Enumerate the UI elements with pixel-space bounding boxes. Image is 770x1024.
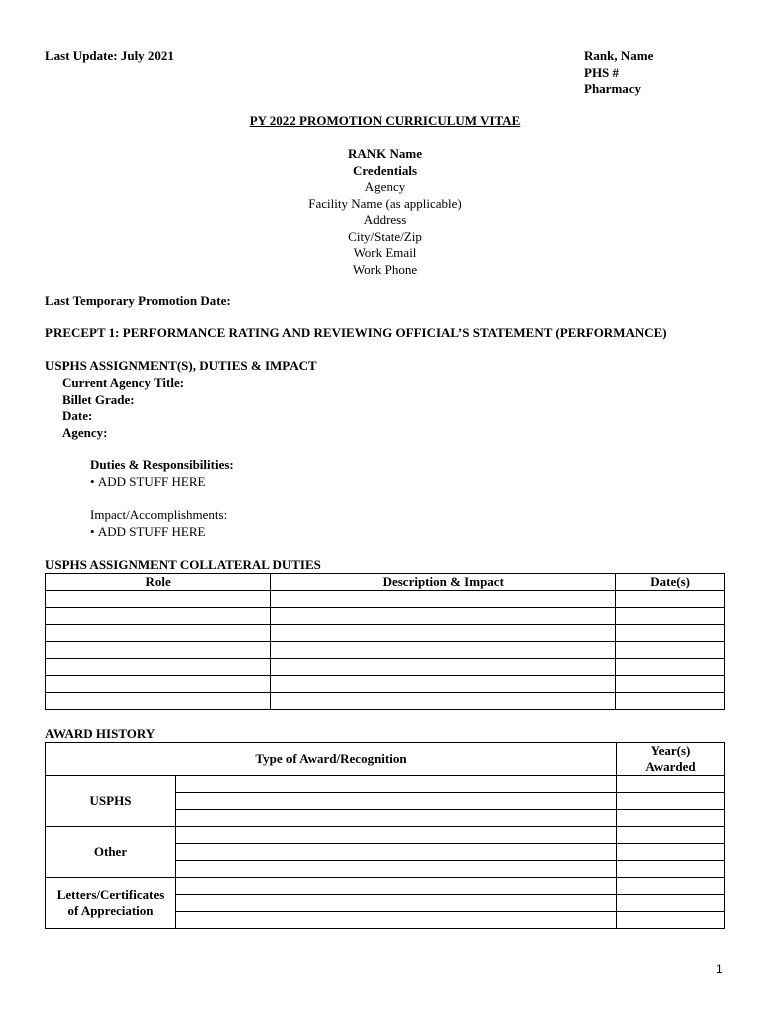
table-cell[interactable]	[271, 693, 616, 710]
table-cell[interactable]	[46, 608, 271, 625]
table-cell[interactable]	[271, 608, 616, 625]
identity-city: City/State/Zip	[348, 228, 422, 244]
table-cell[interactable]	[616, 693, 725, 710]
identity-phone: Work Phone	[352, 261, 418, 277]
table-cell[interactable]	[176, 861, 617, 878]
table-cell[interactable]	[46, 659, 271, 676]
col-award-type: Type of Award/Recognition	[46, 743, 617, 776]
field-billet-grade: Billet Grade:	[62, 391, 135, 407]
table-row	[46, 608, 725, 625]
duties-label: Duties & Responsibilities:	[90, 457, 234, 472]
award-history-heading: AWARD HISTORY	[45, 726, 156, 741]
table-cell[interactable]	[271, 659, 616, 676]
col-years-awarded	[617, 743, 725, 776]
collateral-header-row	[46, 574, 725, 591]
table-cell[interactable]	[617, 776, 725, 793]
table-cell[interactable]	[46, 591, 271, 608]
table-cell[interactable]	[617, 793, 725, 810]
table-cell[interactable]	[271, 625, 616, 642]
table-cell[interactable]	[616, 591, 725, 608]
table-cell[interactable]	[46, 625, 271, 642]
impact-item-text: ADD STUFF HERE	[97, 524, 206, 539]
table-cell[interactable]	[176, 776, 617, 793]
table-row	[46, 642, 725, 659]
table-cell[interactable]	[617, 861, 725, 878]
field-date: Date:	[62, 408, 93, 423]
duties-list-item	[90, 474, 205, 490]
table-cell[interactable]	[176, 793, 617, 810]
table-cell[interactable]	[616, 625, 725, 642]
table-row	[46, 591, 725, 608]
identity-facility: Facility Name (as applicable)	[308, 195, 462, 211]
col-years-line2: Awarded	[645, 759, 696, 774]
identity-credentials: Credentials	[352, 162, 418, 178]
duties-item-text: ADD STUFF HERE	[97, 474, 206, 489]
identity-address: Address	[363, 212, 407, 227]
header-phs: PHS #	[584, 64, 620, 80]
table-cell[interactable]	[176, 878, 617, 895]
table-cell[interactable]	[616, 608, 725, 625]
table-cell[interactable]	[617, 844, 725, 861]
col-description: Description & Impact	[271, 574, 616, 591]
impact-label: Impact/Accomplishments:	[90, 507, 228, 522]
col-dates: Date(s)	[616, 574, 725, 591]
table-cell[interactable]	[616, 676, 725, 693]
table-cell[interactable]	[617, 810, 725, 827]
table-cell[interactable]	[176, 827, 617, 844]
table-cell[interactable]	[271, 676, 616, 693]
col-years-line1: Year(s)	[650, 743, 691, 758]
table-cell[interactable]	[176, 912, 617, 929]
table-row	[46, 878, 725, 895]
table-cell[interactable]	[46, 676, 271, 693]
identity-rank-name: RANK Name	[347, 146, 422, 161]
header-right-block	[584, 48, 653, 98]
award-header-row	[46, 743, 725, 776]
table-cell[interactable]	[617, 895, 725, 912]
group-letters-line1: Letters/Certificates	[56, 887, 165, 902]
assignment-heading: USPHS ASSIGNMENT(S), DUTIES & IMPACT	[45, 358, 317, 373]
table-cell[interactable]	[616, 659, 725, 676]
last-update: Last Update: July 2021	[45, 48, 174, 63]
table-cell[interactable]	[176, 844, 617, 861]
page-number: 1	[716, 962, 723, 976]
identity-agency: Agency	[364, 179, 406, 194]
table-cell[interactable]	[176, 895, 617, 912]
table-cell[interactable]	[617, 878, 725, 895]
field-agency: Agency:	[62, 424, 108, 440]
group-letters-line2: of Appreciation	[67, 903, 154, 918]
assignment-fields	[62, 375, 184, 441]
last-temp-promotion-label: Last Temporary Promotion Date:	[45, 293, 231, 308]
bullet-icon: •	[90, 524, 98, 539]
collateral-heading: USPHS ASSIGNMENT COLLATERAL DUTIES	[45, 557, 321, 572]
collateral-table	[45, 573, 725, 710]
table-cell[interactable]	[617, 912, 725, 929]
group-usphs: USPHS	[46, 776, 176, 827]
precept-1-heading: PRECEPT 1: PERFORMANCE RATING AND REVIEWING OFFICIAL’S STATEMENT (PERFORMANCE)	[45, 325, 667, 340]
table-cell[interactable]	[271, 591, 616, 608]
table-row	[46, 676, 725, 693]
table-row	[46, 625, 725, 642]
award-table	[45, 742, 725, 929]
table-row	[46, 827, 725, 844]
table-cell[interactable]	[271, 642, 616, 659]
page-title: PY 2022 PROMOTION CURRICULUM VITAE	[249, 113, 521, 128]
bullet-icon: •	[90, 474, 98, 489]
group-other: Other	[46, 827, 176, 878]
header-discipline: Pharmacy	[584, 81, 642, 96]
impact-list-item	[90, 524, 205, 540]
group-letters	[46, 878, 176, 929]
table-cell[interactable]	[617, 827, 725, 844]
table-row	[46, 693, 725, 710]
table-row	[46, 776, 725, 793]
field-current-agency-title: Current Agency Title:	[62, 375, 185, 390]
table-cell[interactable]	[46, 693, 271, 710]
table-cell[interactable]	[616, 642, 725, 659]
identity-email: Work Email	[353, 245, 417, 260]
table-cell[interactable]	[176, 810, 617, 827]
table-cell[interactable]	[46, 642, 271, 659]
col-role: Role	[46, 574, 271, 591]
table-row	[46, 659, 725, 676]
identity-block	[0, 146, 770, 278]
header-rank-name: Rank, Name	[584, 48, 654, 63]
